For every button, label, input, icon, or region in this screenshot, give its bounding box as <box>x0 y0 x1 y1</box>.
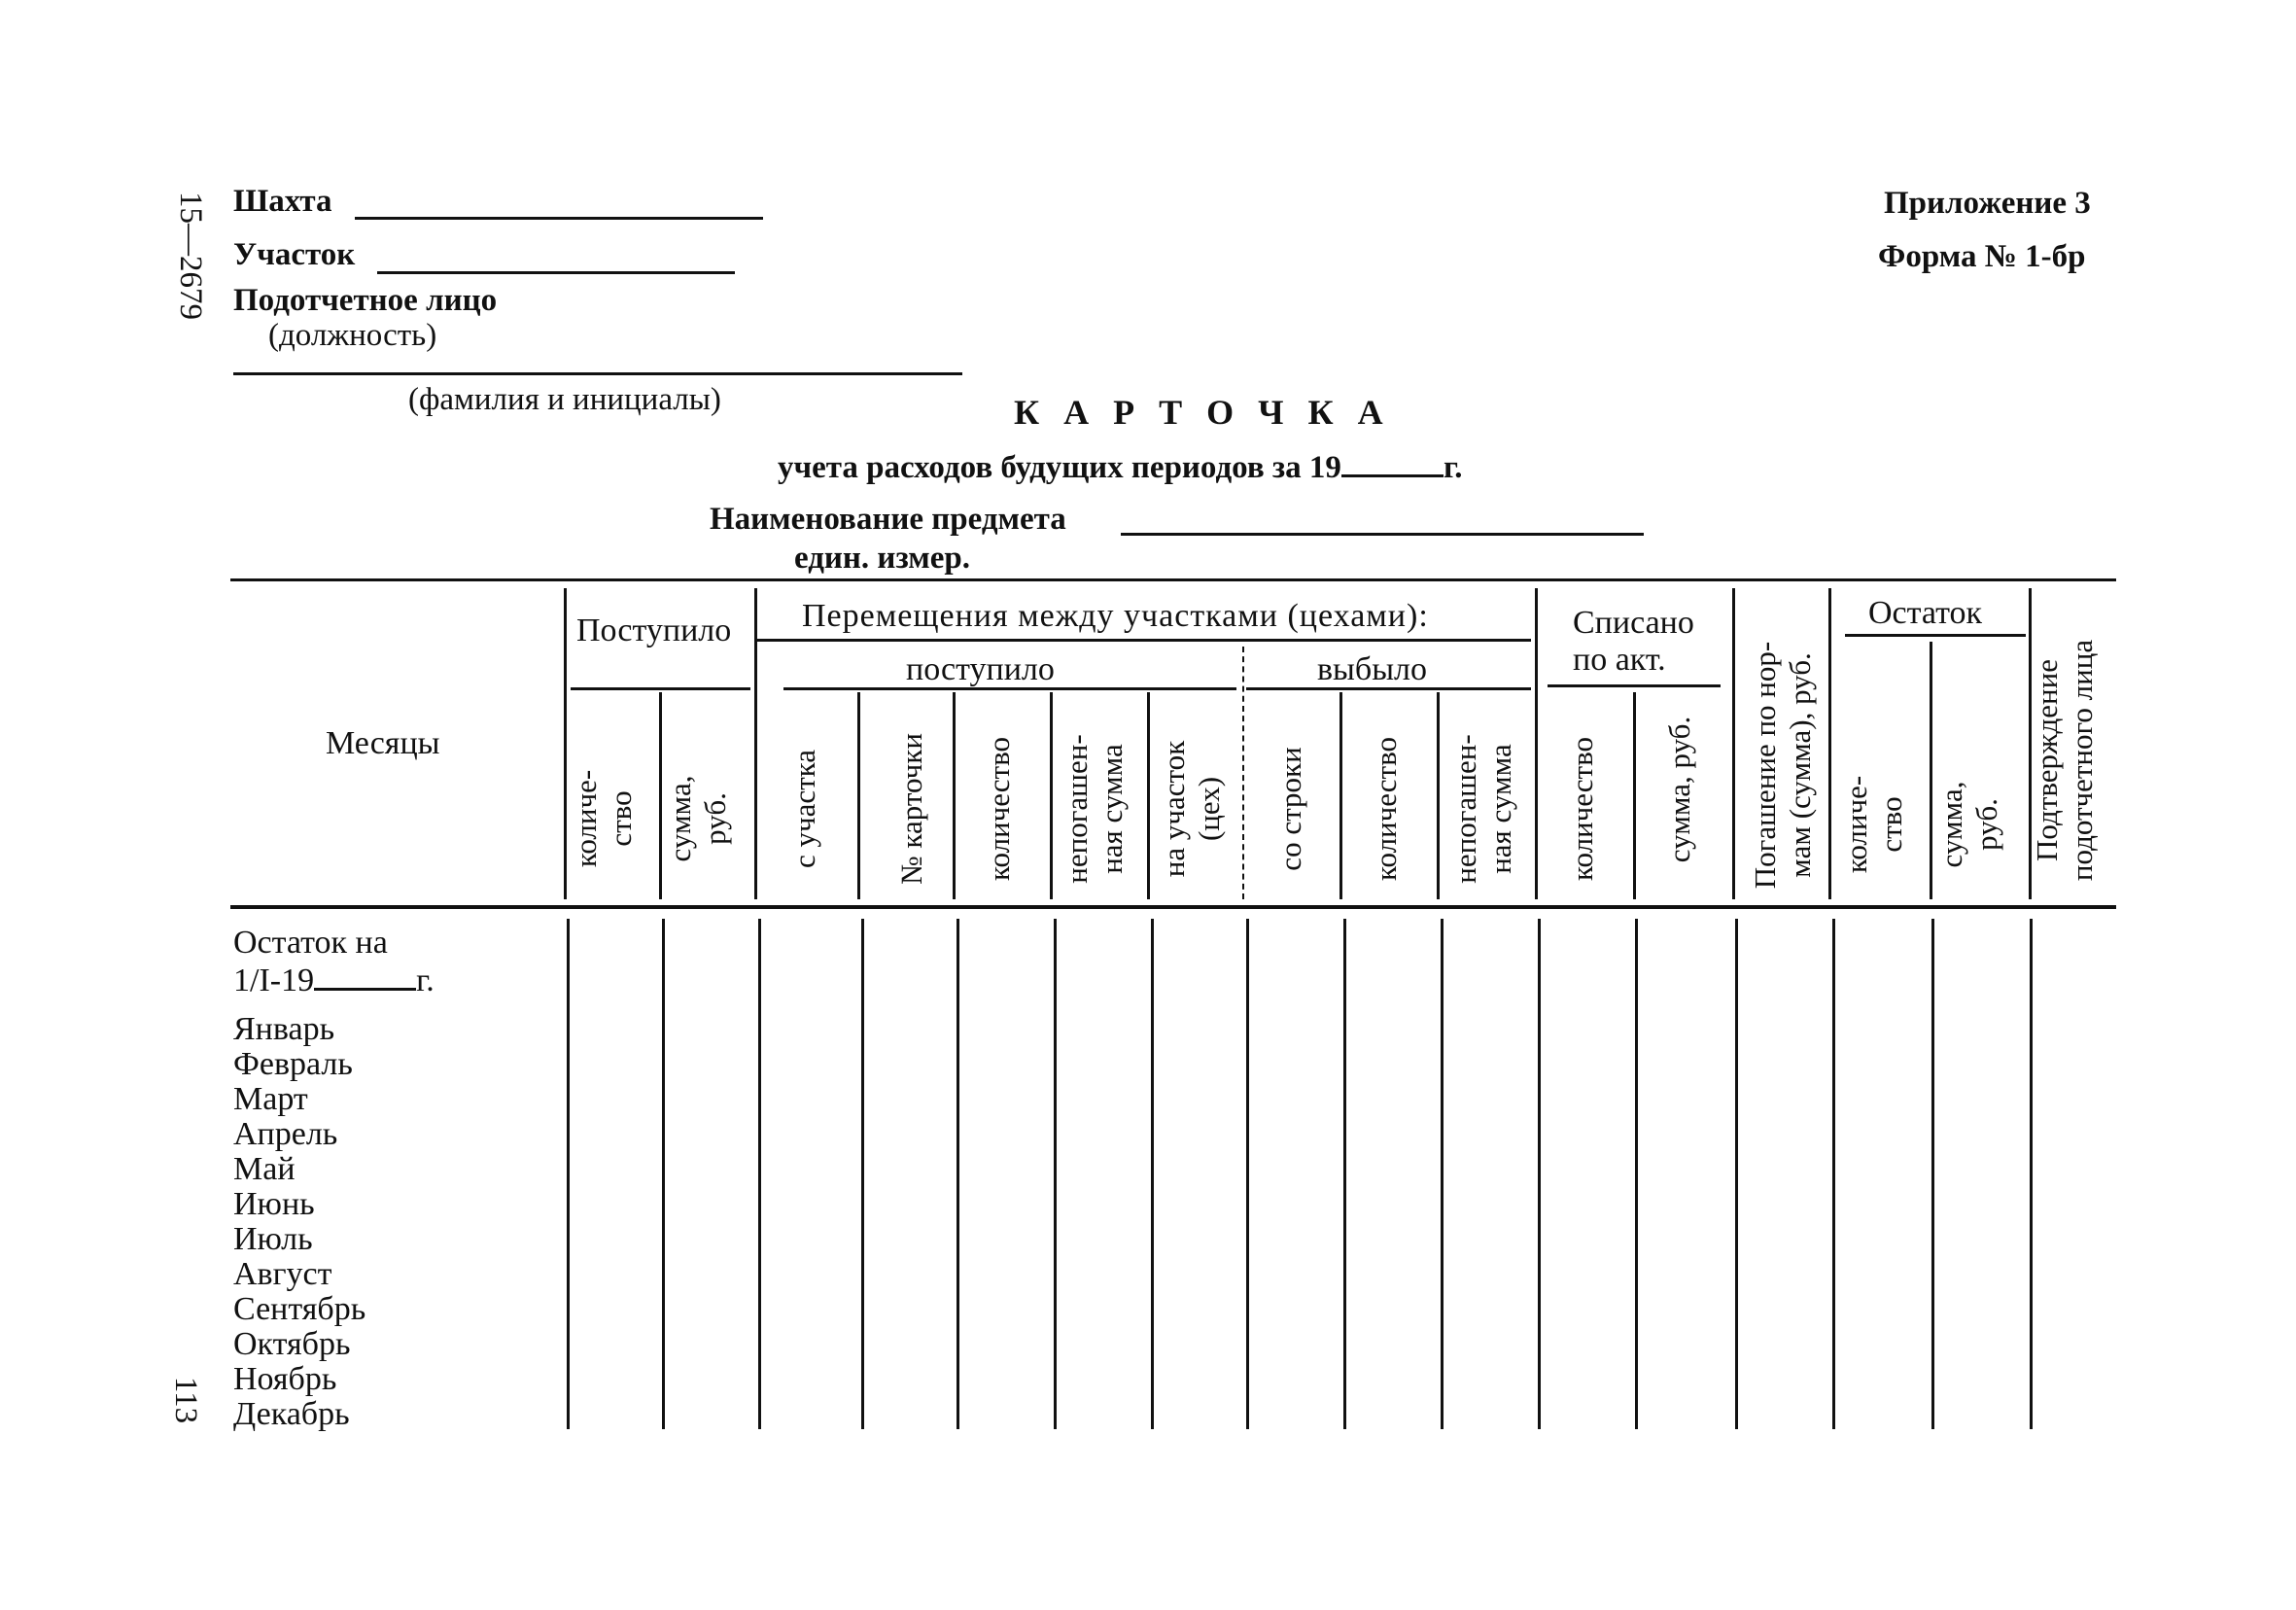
body-divider <box>1832 919 1835 1429</box>
header-transfers-received: поступило <box>906 651 1055 687</box>
body-divider <box>1054 919 1057 1429</box>
col-to-section <box>1157 692 1235 926</box>
hdr-subdivider <box>953 692 956 899</box>
col-text: сумма, руб. <box>1662 716 1696 863</box>
table-top-rule <box>230 578 2116 581</box>
col-text: сумма, <box>663 775 697 862</box>
opening-year-suffix: г. <box>416 962 435 998</box>
form-number: Форма № 1-бр <box>1878 239 2086 274</box>
hdr-subdivider <box>1437 692 1440 899</box>
header-transfers-dropped: выбыло <box>1317 651 1428 687</box>
month-row: Май <box>233 1151 296 1187</box>
col-card-number <box>894 692 933 926</box>
col-transfer-qty <box>982 702 1021 916</box>
month-row: Июль <box>233 1221 313 1257</box>
col-unpaid-sum <box>1060 692 1137 926</box>
hdr-divider <box>564 588 567 899</box>
subtitle-text: учета расходов будущих периодов за 19 <box>778 450 1341 485</box>
col-text: сумма, <box>1934 781 1968 868</box>
col-written-qty <box>1565 702 1604 916</box>
header-months: Месяцы <box>326 725 440 761</box>
col-received-sum <box>663 712 741 926</box>
item-name-field-line <box>1121 533 1644 536</box>
col-text: количе- <box>569 769 603 868</box>
col-from-line <box>1273 702 1312 916</box>
hdr-subdivider <box>659 692 662 899</box>
col-written-sum <box>1662 682 1701 896</box>
balance-group-rule <box>1845 634 2026 637</box>
item-name-label: Наименование предмета <box>710 502 1066 537</box>
header-balance: Остаток <box>1868 595 1983 631</box>
col-text: ная сумма <box>1095 744 1129 874</box>
page-number: 113 <box>168 1376 203 1424</box>
month-row: Март <box>233 1081 308 1117</box>
col-text: ство <box>604 790 638 847</box>
col-text: ная сумма <box>1483 744 1517 874</box>
header-transfers: Перемещения между участками (цехами): <box>802 598 1429 634</box>
col-confirmation <box>2030 614 2107 906</box>
col-text: количество <box>982 737 1016 881</box>
hdr-divider <box>1828 588 1831 899</box>
card-title: К А Р Т О Ч К А <box>1014 393 1391 432</box>
col-text: руб. <box>1969 798 2003 851</box>
position-label: (должность) <box>268 318 437 353</box>
col-balance-qty <box>1839 718 1917 931</box>
card-subtitle <box>778 449 1462 486</box>
col-text: непогашен- <box>1060 734 1094 884</box>
hdr-divider <box>754 588 757 899</box>
mine-label: Шахта <box>233 184 332 219</box>
hdr-subdivider <box>1339 692 1342 899</box>
header-written-off-line1: Списано <box>1573 605 1694 641</box>
col-text: количе- <box>1839 775 1873 874</box>
col-repayment <box>1748 610 1826 921</box>
appendix-label: Приложение 3 <box>1884 186 2091 221</box>
hdr-subdivider <box>1242 647 1244 899</box>
body-divider <box>662 919 665 1429</box>
body-divider <box>1343 919 1346 1429</box>
col-text: Погашение по нор- <box>1748 641 1782 890</box>
body-divider <box>861 919 864 1429</box>
col-text: мам (сумма), руб. <box>1783 652 1817 878</box>
opening-year-line <box>314 962 416 991</box>
body-divider <box>1735 919 1738 1429</box>
month-row: Сентябрь <box>233 1291 366 1327</box>
body-divider <box>1441 919 1444 1429</box>
subtitle-year-suffix: г. <box>1443 450 1463 485</box>
responsible-label: Подотчетное лицо <box>233 283 498 318</box>
body-divider <box>2030 919 2033 1429</box>
col-from-section <box>787 702 826 916</box>
month-row: Август <box>233 1256 332 1292</box>
hdr-subdivider <box>1147 692 1150 899</box>
unit-label: един. измер. <box>794 541 970 576</box>
body-divider <box>758 919 761 1429</box>
section-label: Участок <box>233 237 356 272</box>
margin-code: 15—2679 <box>173 192 208 320</box>
col-text: (цех) <box>1192 776 1226 842</box>
body-divider <box>567 919 570 1429</box>
col-text: количество <box>1369 737 1403 881</box>
year-field-line <box>1341 449 1444 477</box>
col-text: подотчетного лица <box>2065 639 2099 882</box>
body-divider <box>1635 919 1638 1429</box>
col-text: непогашен- <box>1448 734 1482 884</box>
col-text: Подтверждение <box>2030 659 2064 861</box>
transfers-group-rule <box>756 639 1531 642</box>
month-row: Апрель <box>233 1116 338 1152</box>
hdr-divider <box>1732 588 1735 899</box>
opening-balance-line2 <box>233 962 435 998</box>
col-text: № карточки <box>894 733 928 885</box>
body-divider <box>957 919 959 1429</box>
opening-balance-date: 1/I-19 <box>233 962 315 998</box>
body-divider <box>1538 919 1541 1429</box>
month-row: Февраль <box>233 1046 353 1082</box>
month-row: Октябрь <box>233 1326 351 1362</box>
hdr-subdivider <box>1050 692 1053 899</box>
col-received-qty <box>569 712 646 926</box>
col-dropped-qty <box>1369 702 1408 916</box>
hdr-subdivider <box>1930 642 1932 899</box>
col-text: со строки <box>1273 747 1307 871</box>
col-text: ство <box>1874 796 1908 853</box>
opening-balance-line1: Остаток на <box>233 925 388 961</box>
section-field-line <box>377 271 735 274</box>
month-row: Декабрь <box>233 1396 350 1432</box>
body-divider <box>1151 919 1154 1429</box>
body-divider <box>1246 919 1249 1429</box>
col-text: руб. <box>698 792 732 845</box>
header-written-off-line2: по акт. <box>1573 642 1666 678</box>
hdr-subdivider <box>1633 692 1636 899</box>
col-dropped-unpaid <box>1448 692 1526 926</box>
month-row: Январь <box>233 1011 335 1047</box>
mine-field-line <box>355 217 763 220</box>
col-balance-sum <box>1934 718 2012 931</box>
col-text: количество <box>1565 737 1599 881</box>
header-received: Поступило <box>576 612 732 648</box>
name-field-line <box>233 372 962 375</box>
received-group-rule <box>571 687 750 690</box>
body-divider <box>1931 919 1934 1429</box>
hdr-subdivider <box>857 692 860 899</box>
name-label: (фамилия и инициалы) <box>408 382 721 417</box>
col-text: на участок <box>1157 740 1191 878</box>
month-row: Ноябрь <box>233 1361 337 1397</box>
month-row: Июнь <box>233 1186 315 1222</box>
col-text: с участка <box>787 749 821 869</box>
hdr-divider <box>1535 588 1538 899</box>
